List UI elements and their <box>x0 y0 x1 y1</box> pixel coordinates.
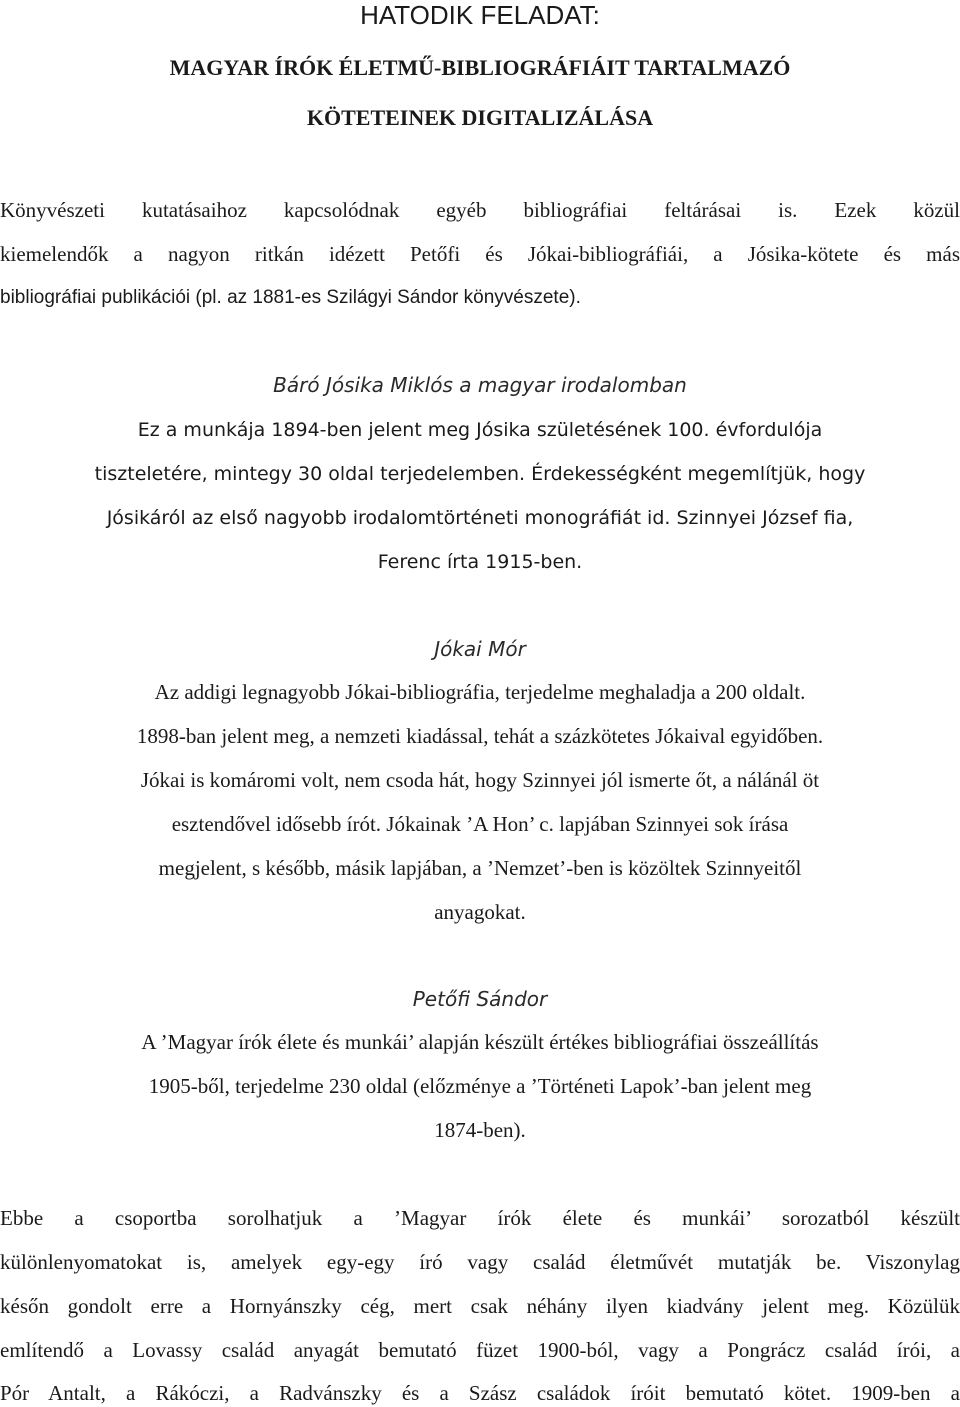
section-line: Ferenc írta 1915-ben. <box>377 551 583 573</box>
section-heading-petofi: Petőfi Sándor <box>412 987 548 1011</box>
closing-line: Ebbe a csoportba sorolhatjuk a ’Magyar írók élete és munkái’ sorozatból készült <box>0 1206 960 1230</box>
closing-line: különlenyomatokat is, amelyek egy-egy író vagy család életművét mutatják be. Viszonylag <box>0 1250 960 1274</box>
section-line: anyagokat. <box>434 900 526 924</box>
page-subtitle-line-1: MAGYAR ÍRÓK ÉLETMŰ-BIBLIOGRÁFIÁIT TARTALMAZÓ <box>169 55 791 80</box>
section-line: Jósikáról az első nagyobb irodalomtörténeti monográfiát id. Szinnyei József fia, <box>106 507 854 529</box>
section-line: Ez a munkája 1894-ben jelent meg Jósika születésének 100. évfordulója <box>137 419 823 441</box>
closing-line: említendő a Lovassy család anyagát bemutató füzet 1900-ból, vagy a Pongrácz család írói, a <box>0 1338 960 1362</box>
section-heading-josika: Báró Jósika Miklós a magyar irodalomban <box>273 373 687 397</box>
intro-line: Könyvészeti kutatásaihoz kapcsolódnak egyéb bibliográfiai feltárásai is. Ezek közül <box>0 198 960 222</box>
intro-line: bibliográfiai publikációi (pl. az 1881-es Szilágyi Sándor könyvészete). <box>0 287 581 308</box>
section-line: 1898-ban jelent meg, a nemzeti kiadással, tehát a százkötetes Jókaival egyidőben. <box>136 724 824 748</box>
section-line: tiszteletére, mintegy 30 oldal terjedelemben. Érdekességként megemlítjük, hogy <box>94 463 866 485</box>
section-heading-jokai: Jókai Mór <box>434 637 526 661</box>
intro-line: kiemelendők a nagyon ritkán idézett Petőfi és Jókai-bibliográfiái, a Jósika-kötete és más <box>0 242 960 266</box>
closing-line: Pór Antalt, a Rákóczi, a Radvánszky és a Szász családok íróit bemutató kötet. 1909-ben a <box>0 1381 960 1405</box>
closing-line: későn gondolt erre a Hornyánszky cég, mert csak néhány ilyen kiadvány jelent meg. Közülük <box>0 1294 960 1318</box>
page-title: HATODIK FELADAT: <box>360 0 600 30</box>
page-subtitle-line-2: KÖTETEINEK DIGITALIZÁLÁSA <box>306 105 654 130</box>
section-line: 1874-ben). <box>434 1118 526 1142</box>
section-line: 1905-ből, terjedelme 230 oldal (előzménye a ’Történeti Lapok’-ban jelent meg <box>148 1074 812 1098</box>
section-line: A ’Magyar írók élete és munkái’ alapján készült értékes bibliográfiai összeállítás <box>141 1030 819 1054</box>
section-line: esztendővel idősebb írót. Jókainak ’A Hon’ c. lapjában Szinnyei sok írása <box>171 812 789 836</box>
section-line: Az addigi legnagyobb Jókai-bibliográfia, terjedelme meghaladja a 200 oldalt. <box>154 680 806 704</box>
section-line: Jókai is komáromi volt, nem csoda hát, hogy Szinnyei jól ismerte őt, a nálánál öt <box>140 768 820 792</box>
section-line: megjelent, s később, másik lapjában, a ’Nemzet’-ben is közöltek Szinnyeitől <box>158 856 802 880</box>
